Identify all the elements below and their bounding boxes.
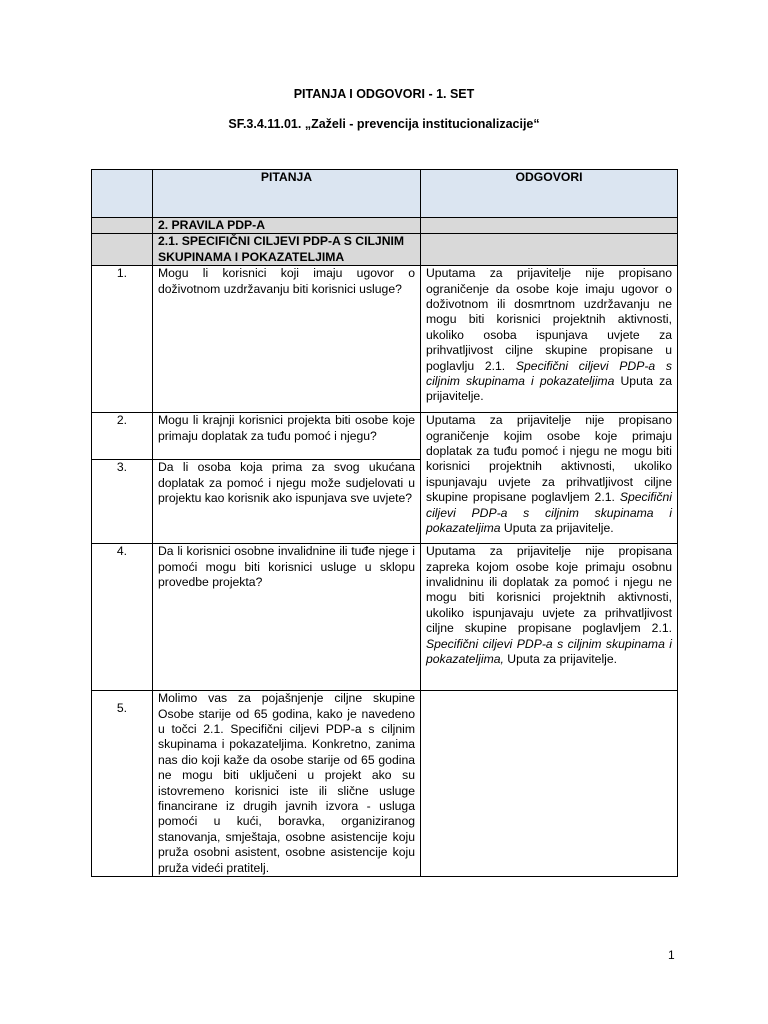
qa-table: [91, 169, 678, 877]
question-cell: Da li korisnici osobne invalidnine ili tuđe njege i pomoći mogu biti korisnici usluge u sklopu provedbe projekta?: [153, 544, 421, 691]
row-number: 2.: [92, 413, 153, 460]
table-row: [92, 266, 678, 413]
document-title: PITANJA I ODGOVORI - 1. SET: [293, 87, 475, 101]
question-cell: Mogu li korisnici koji imaju ugovor o doživotnom uzdržavanju biti korisnici usluge?: [153, 266, 421, 413]
answer-text-end: Uputa za prijavitelje.: [503, 521, 614, 536]
question-cell: Da li osoba koja prima za svog ukućana doplatak za pomoć i njegu može sudjelovati u projektu kao korisnik ako ispunjava sve uvjete?: [153, 460, 421, 544]
answer-text: Uputama za prijavitelje nije propisana zapreka kojom osobe koje primaju osobnu invalidninu ili doplatak za pomoć i njegu ne mogu biti korisnici projektnih aktivnosti, ukoliko ispunjavaju uvjete za prihvatljivost ciljne skupine propisane poglavljem 2.1.: [426, 544, 672, 636]
header-cell-number: [92, 170, 153, 218]
answer-reference: Specifični ciljevi PDP-a s ciljnim skupinama i pokazateljima: [426, 358, 672, 389]
row-number: 1.: [92, 266, 153, 413]
question-cell: Mogu li krajnji korisnici projekta biti osobe koje primaju doplatak za tuđu pomoć i njegu?: [153, 413, 421, 460]
answer-text: Uputama za prijavitelje nije propisano ograničenje kojim osobe koje primaju doplatak za tuđu pomoć i njegu ne mogu biti korisnici projektnih aktivnosti, ukoliko ispunjavaju uvjete za prihvatljivost ciljne skupine propisane poglavljem 2.1.: [426, 413, 672, 505]
row-number: 3.: [92, 460, 153, 544]
subsection-row: [92, 234, 678, 266]
row-number: 4.: [92, 544, 153, 691]
answer-reference: Specifični ciljevi PDP-a s ciljnim skupinama i pokazateljima: [426, 490, 672, 536]
shared-answer-cell: [421, 413, 678, 544]
header-cell-answers: ODGOVORI: [421, 170, 678, 218]
section-row: [92, 218, 678, 234]
row-number: 5.: [92, 691, 153, 877]
question-cell: Molimo vas za pojašnjenje ciljne skupine Osobe starije od 65 godina, kako je navedeno u točci 2.1. Specifični ciljevi PDP-a s ciljnim skupinama i pokazateljima. Konkretno, zanima nas dio koji kaže da osobe starije od 65 godina ne mogu biti uključeni u projekt ako su istovremeno korisnici iste ili slične usluge financirane iz drugih javnih izvora - usluga pomoći u kući, boravka, organiziranog stanovanja, smještaja, osobne asistencije koju pruža osobni asistent, osobne asistencije koju pruža videći pratitelj.: [153, 691, 421, 877]
section-title: 2. PRAVILA PDP-A: [153, 218, 421, 234]
table-row: [92, 544, 678, 691]
answer-cell: [421, 544, 678, 691]
answer-cell: [421, 266, 678, 413]
table-row: [92, 691, 678, 877]
answer-reference: Specifični ciljevi PDP-a s ciljnim skupinama i pokazateljima,: [426, 636, 672, 667]
page-number: 1: [668, 948, 675, 962]
answer-text-end: Uputa za prijavitelje.: [507, 652, 618, 667]
table-row: [92, 413, 678, 460]
header-cell-questions: PITANJA: [153, 170, 421, 218]
subsection-title: 2.1. SPECIFIČNI CILJEVI PDP-A S CILJNIM SKUPINAMA I POKAZATELJIMA: [153, 234, 421, 266]
answer-text-end: Uputa za prijavitelje.: [426, 374, 673, 404]
answer-cell: [421, 691, 678, 877]
table-header-row: [92, 170, 678, 218]
document-subtitle: SF.3.4.11.01. „Zaželi - prevencija institucionalizacije“: [228, 117, 540, 131]
answer-text: Uputama za prijavitelje nije propisano ograničenje da osobe koje imaju ugovor o doživotnom ili dosmrtnom uzdržavanju ne mogu biti korisnici projektnih aktivnosti, ukoliko osoba ispunjava uvjete za prihvatljivost ciljne skupine propisane u poglavlju 2.1.: [426, 266, 672, 373]
